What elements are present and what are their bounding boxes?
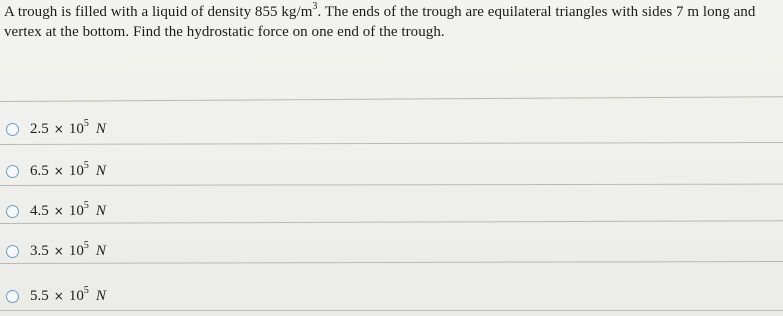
question-text-part: . The ends of the trough are equilateral triangles with sides 7 m long and: [317, 4, 756, 20]
times-symbol: ×: [53, 288, 64, 303]
base: 10: [68, 287, 84, 304]
exponent: 5: [83, 284, 89, 296]
option-label: [30, 284, 106, 305]
base: 10: [68, 120, 84, 137]
radio-button[interactable]: [6, 123, 19, 136]
exponent: 5: [83, 239, 89, 251]
answer-option-3[interactable]: [6, 200, 106, 222]
coefficient: 6.5: [30, 162, 49, 179]
unit: N: [95, 120, 106, 137]
divider: [0, 310, 783, 311]
divider: [0, 220, 783, 224]
answer-option-2[interactable]: [6, 160, 106, 182]
coefficient: 4.5: [30, 202, 49, 219]
radio-button[interactable]: [6, 290, 19, 303]
option-label: [30, 159, 106, 180]
radio-button[interactable]: [6, 205, 19, 218]
radio-button[interactable]: [6, 165, 19, 178]
superscript: 3: [312, 1, 318, 12]
option-label: [30, 199, 106, 220]
times-symbol: ×: [53, 163, 64, 178]
question-line-2: vertex at the bottom. Find the hydrostatic force on one end of the trough.: [4, 24, 445, 40]
exponent: 5: [83, 159, 89, 171]
option-label: [30, 117, 106, 138]
unit: N: [95, 162, 106, 179]
base: 10: [68, 162, 84, 179]
unit: N: [95, 242, 106, 259]
divider: [0, 261, 783, 264]
question-line-1: [4, 2, 780, 22]
question-text: [4, 2, 780, 42]
unit: N: [95, 287, 106, 304]
question-text-part: A trough is filled with a liquid of density 855 kg/m: [4, 4, 313, 20]
radio-button[interactable]: [6, 245, 19, 258]
unit: N: [95, 202, 106, 219]
option-label: [30, 239, 106, 260]
base: 10: [68, 202, 84, 219]
divider: [0, 96, 783, 102]
answer-option-1[interactable]: [6, 118, 106, 140]
times-symbol: ×: [53, 203, 64, 218]
times-symbol: ×: [53, 121, 64, 136]
exponent: 5: [83, 117, 89, 129]
exponent: 5: [83, 199, 89, 211]
answer-option-5[interactable]: [6, 285, 106, 307]
times-symbol: ×: [53, 243, 64, 258]
coefficient: 3.5: [30, 242, 49, 259]
divider: [0, 184, 783, 186]
coefficient: 2.5: [30, 120, 49, 137]
divider: [0, 142, 783, 145]
coefficient: 5.5: [30, 287, 49, 304]
base: 10: [68, 242, 84, 259]
answer-option-4[interactable]: [6, 240, 106, 262]
